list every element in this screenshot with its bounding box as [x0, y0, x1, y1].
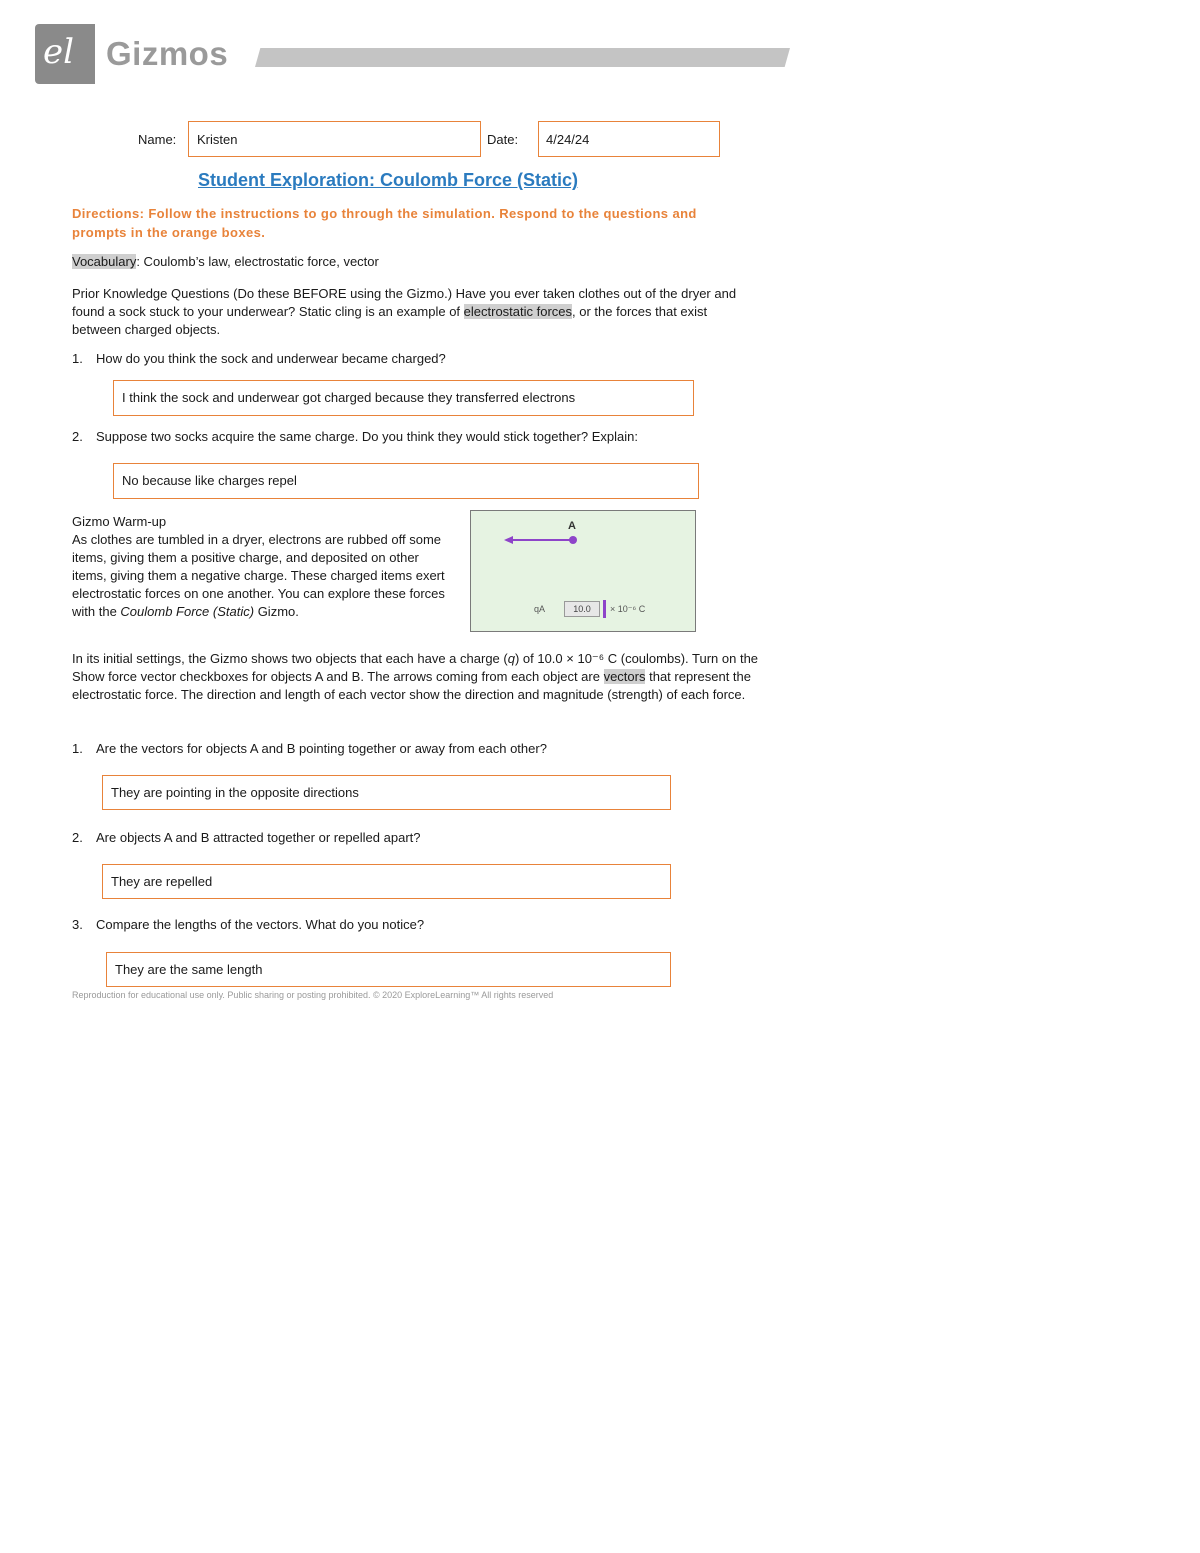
date-field[interactable]	[538, 121, 720, 157]
question-number: 1.	[72, 741, 83, 756]
prior-question-1	[72, 350, 446, 368]
warmup-answer-2-box[interactable]	[102, 864, 671, 899]
warmup-question-3	[72, 916, 424, 934]
name-value: Kristen	[197, 132, 238, 147]
prior-text-1: Prior Knowledge Questions (Do these BEFORE using the Gizmo.) Have you ever taken clothes out of the dryer and found a sock stuck to your underwear? Static cling is an example of	[72, 286, 737, 319]
name-label: Name:	[138, 132, 177, 147]
page-title: Student Exploration: Coulomb Force (Static)	[198, 170, 579, 190]
question-number: 1.	[72, 351, 83, 366]
charge-input: 10.0	[564, 601, 600, 617]
name-field[interactable]	[188, 121, 481, 157]
vectors-highlight: vectors	[603, 669, 646, 684]
question-text: Suppose two socks acquire the same charge. Do you think they would stick together? Explain:	[96, 429, 638, 444]
question-number: 2.	[72, 429, 83, 444]
prior-highlight: electrostatic forces	[463, 304, 573, 319]
warmup-answer-3-box[interactable]	[106, 952, 671, 987]
prior-answer-2-box[interactable]	[113, 463, 699, 499]
warmup-section	[72, 513, 452, 621]
prior-knowledge-paragraph	[72, 285, 756, 339]
question-text: Are the vectors for objects A and B pointing together or away from each other?	[96, 741, 547, 756]
gizmos-logo-text: Gizmos	[106, 35, 229, 72]
explorelearning-logo-icon: el	[43, 32, 74, 72]
question-number: 3.	[72, 917, 83, 932]
question-text: How do you think the sock and underwear became charged?	[96, 351, 446, 366]
prior-question-2	[72, 428, 638, 446]
directions-text: Directions: Follow the instructions to go through the simulation. Respond to the questions and prompts in the orange boxes.	[72, 206, 697, 240]
charge-label: qA	[534, 604, 546, 614]
warmup-body	[72, 531, 452, 621]
para2-c: that represent the electrostatic force. The direction and length of each vector show the direction and magnitude (strength) of each force.	[72, 669, 751, 702]
force-vector-arrowhead	[504, 536, 513, 544]
gizmo-name: Coulomb Force (Static)	[120, 604, 255, 619]
prior-text-2: , or the forces that exist between charged objects.	[72, 304, 708, 337]
warmup-question-1	[72, 740, 547, 758]
answer-text: They are the same length	[115, 961, 263, 977]
para2-b: ) of 10.0 × 10⁻⁶ C (coulombs). Turn on the Show force vector checkboxes for objects A and B. The arrows coming from each object are	[72, 651, 759, 684]
charge-slider-handle	[603, 600, 606, 618]
warmup-heading: Gizmo Warm-up	[72, 514, 167, 529]
vocabulary-label: Vocabulary	[72, 254, 137, 269]
answer-text: They are repelled	[111, 873, 213, 889]
prior-answer-1-box[interactable]	[113, 380, 694, 416]
para2-q: q	[507, 651, 515, 666]
date-value: 4/24/24	[546, 132, 590, 147]
question-text: Compare the lengths of the vectors. What do you notice?	[96, 917, 425, 932]
footer-copyright: Reproduction for educational use only. Public sharing or posting prohibited. © 2020 ExploreLearning™ All rights reserved	[72, 990, 554, 1000]
question-number: 2.	[72, 830, 83, 845]
vocabulary-terms: : Coulomb’s law, electrostatic force, vector	[136, 254, 379, 269]
para2-a: In its initial settings, the Gizmo shows two objects that each have a charge (	[72, 651, 508, 666]
warmup-question-2	[72, 829, 421, 847]
header-bar	[255, 48, 790, 67]
answer-text: I think the sock and underwear got charged because they transferred electrons	[122, 390, 576, 405]
object-a-dot	[569, 536, 577, 544]
question-text: Are objects A and B attracted together or repelled apart?	[96, 830, 421, 845]
answer-text: No because like charges repel	[122, 473, 297, 488]
warmup-body-2: Gizmo.	[254, 604, 299, 619]
object-a-label: A	[568, 520, 576, 532]
answer-text: They are pointing in the opposite directions	[111, 784, 359, 800]
charge-unit: × 10⁻⁶ C	[610, 604, 646, 614]
initial-settings-paragraph	[72, 650, 762, 704]
warmup-body-1: As clothes are tumbled in a dryer, electrons are rubbed off some items, giving them a positive charge, and deposited on other items, giving them a negative charge. These charged items exert electrostatic forces on one another. You can explore these forces with the	[72, 532, 445, 619]
vocabulary-line	[72, 253, 762, 271]
warmup-answer-1-box[interactable]	[102, 775, 671, 810]
date-label: Date:	[487, 132, 519, 147]
